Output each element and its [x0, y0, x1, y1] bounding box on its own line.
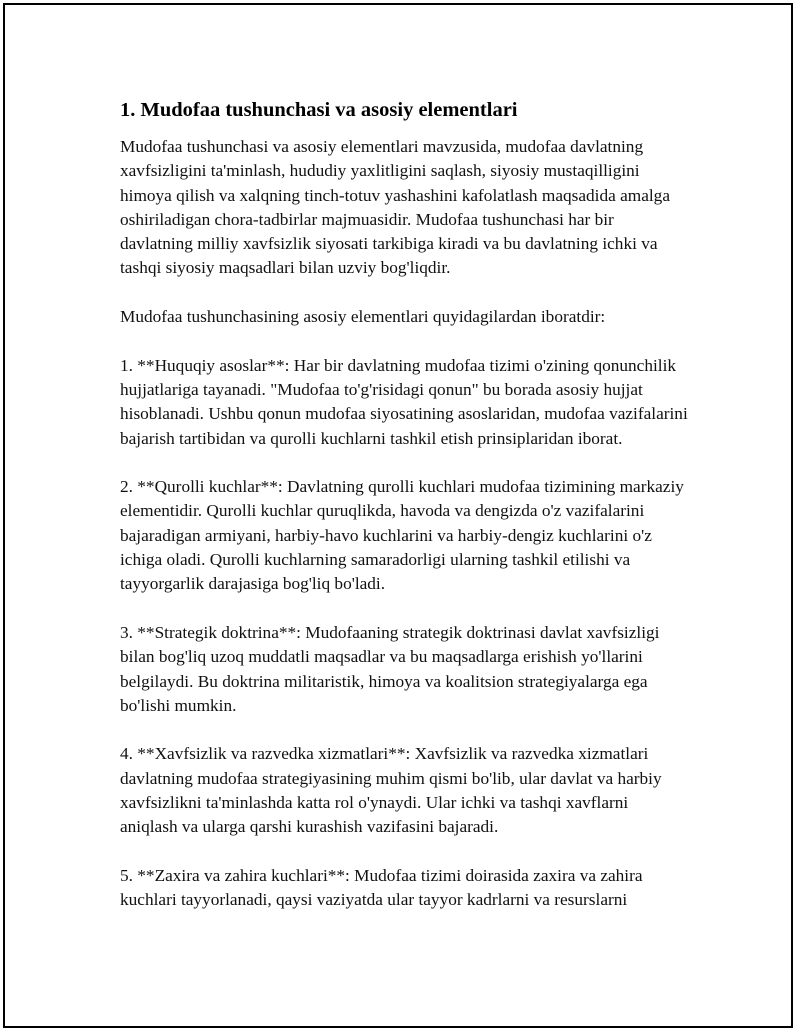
- list-item-reserve-forces: 5. **Zaxira va zahira kuchlari**: Mudofaa tizimi doirasida zaxira va zahira kuchlari tayyorlanadi, qaysi vaziyatda ular tayyor kadrlarni va resurslarni: [120, 865, 643, 910]
- list-item-security-intelligence: 4. **Xavfsizlik va razvedka xizmatlari**: Xavfsizlik va razvedka xizmatlari davlatning mudofaa strategiyasining muhim qismi bo'lib, ular davlat va harbiy xavfsizlikni ta'minlashda katta rol o'ynaydi. Ular ichki va tashqi xavflarni aniqlash va ularga qarshi kurashish vazifasini bajaradi.: [120, 744, 662, 837]
- list-item-strategic-doctrine: 3. **Strategik doktrina**: Mudofaaning strategik doktrinasi davlat xavfsizligi bilan bog'liq uzoq muddatli maqsadlar va bu maqsadlarga erishish yo'llarini belgilaydi. Bu doktrina militaristik, himoya va koalitsion strategiyalarga ega bo'lishi mumkin.: [120, 622, 660, 715]
- section-heading: 1. Mudofaa tushunchasi va asosiy elementlari: [120, 99, 518, 121]
- list-item-legal-basis: 1. **Huquqiy asoslar**: Har bir davlatning mudofaa tizimi o'zining qonunchilik hujjatlariga tayanadi. "Mudofaa to'g'risidagi qonun" bu borada asosiy hujjat hisoblanadi. Ushbu qonun mudofaa siyosatining asoslaridan, mudofaa vazifalarini bajarish tartibidan va qurolli kuchlarni tashkil etish prinsiplaridan iborat.: [120, 355, 688, 448]
- elements-lead-paragraph: Mudofaa tushunchasining asosiy elementlari quyidagilardan iboratdir:: [120, 307, 606, 327]
- intro-paragraph: Mudofaa tushunchasi va asosiy elementlari mavzusida, mudofaa davlatning xavfsizligini ta'minlash, hududiy yaxlitligini saqlash, siyosiy mustaqilligini himoya qilish va xalqning tinch-totuv yashashini kafolatlash maqsadida amalga oshiriladigan chora-tadbirlar majmuasidir. Mudofaa tushunchasi har bir davlatning milliy xavfsizlik siyosati tarkibiga kiradi va bu davlatning ichki va tashqi siyosiy maqsadlari bilan uzviy bog'liqdir.: [120, 137, 670, 278]
- document-page: [3, 3, 793, 1028]
- document-body: [120, 97, 690, 937]
- list-item-armed-forces: 2. **Qurolli kuchlar**: Davlatning qurolli kuchlari mudofaa tizimining markaziy elementidir. Qurolli kuchlar quruqlikda, havoda va dengizda o'z vazifalarini bajaradigan armiyani, harbiy-havo kuchlarini va harbiy-dengiz kuchlarini o'z ichiga oladi. Qurolli kuchlarning samaradorligi ularning tashkil etilishi va tayyorgarlik darajasiga bog'liq bo'ladi.: [120, 477, 684, 594]
